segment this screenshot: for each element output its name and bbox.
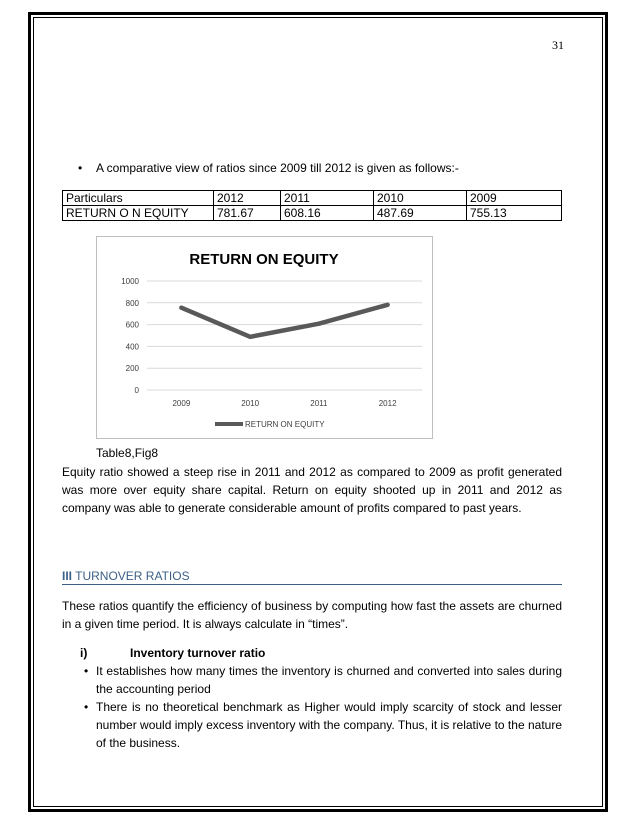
x-tick-label: 2009 (172, 399, 191, 408)
y-tick-label: 600 (125, 320, 139, 330)
roe-chart-svg (97, 237, 432, 438)
intro-text: A comparative view of ratios since 2009 till 2012 is given as follows:- (96, 161, 459, 175)
y-tick-label: 1000 (121, 277, 139, 286)
table-header-row (63, 191, 562, 206)
subheading-title: Inventory turnover ratio (130, 646, 266, 660)
subheading-number: i) (80, 646, 88, 660)
y-tick-label: 400 (125, 342, 139, 352)
bullet-dot: • (84, 664, 89, 678)
table-cell: 608.16 (281, 206, 374, 221)
table-header-cell: 2012 (214, 191, 281, 206)
table-header-cell: 2011 (281, 191, 374, 206)
table-cell: RETURN O N EQUITY (63, 206, 214, 221)
list-item-text: There is no theoretical benchmark as Higher would imply scarcity of stock and lesser number would imply excess inventory with the company. Thus, it is relative to the nature of the business. (96, 700, 562, 750)
x-tick-label: 2011 (310, 399, 328, 408)
intro-bullet: • (78, 161, 83, 175)
section-heading (62, 569, 562, 585)
bullet-dot: • (84, 700, 89, 714)
table-cell: 755.13 (467, 206, 562, 221)
table-row (63, 206, 562, 221)
paragraph-turnover: These ratios quantify the efficiency of business by computing how fast the assets are churned in a given time period. It is always calculate in “times”. (62, 599, 562, 631)
y-tick-label: 800 (125, 298, 139, 308)
section-number: III (62, 569, 73, 583)
list-item (84, 698, 562, 752)
roe-chart (96, 236, 433, 439)
list-item (84, 662, 562, 698)
x-tick-label: 2012 (378, 399, 397, 408)
x-tick-label: 2010 (241, 399, 260, 408)
legend-label: RETURN ON EQUITY (245, 420, 325, 429)
y-tick-label: 200 (125, 364, 139, 374)
section-title: TURNOVER RATIOS (72, 569, 190, 583)
paragraph-equity: Equity ratio showed a steep rise in 2011 and 2012 as compared to 2009 as profit generated was more over equity share capital. Return on equity shooted up in 2011 and 2012 as company was able to generate considerable amount of profits compared to past years. (62, 465, 562, 515)
table-header-cell: 2010 (374, 191, 467, 206)
y-tick-label: 0 (134, 386, 139, 395)
series-line (181, 305, 387, 337)
list-item-text: It establishes how many times the inventory is churned and converted into sales during the accounting period (96, 664, 562, 696)
table-cell: 781.67 (214, 206, 281, 221)
table-header-cell: 2009 (467, 191, 562, 206)
ratios-table (62, 190, 562, 221)
figure-caption: Table8,Fig8 (96, 446, 159, 460)
chart-title: RETURN ON EQUITY (189, 251, 339, 268)
table-cell: 487.69 (374, 206, 467, 221)
table-header-cell: Particulars (63, 191, 214, 206)
page-number: 31 (552, 38, 564, 52)
